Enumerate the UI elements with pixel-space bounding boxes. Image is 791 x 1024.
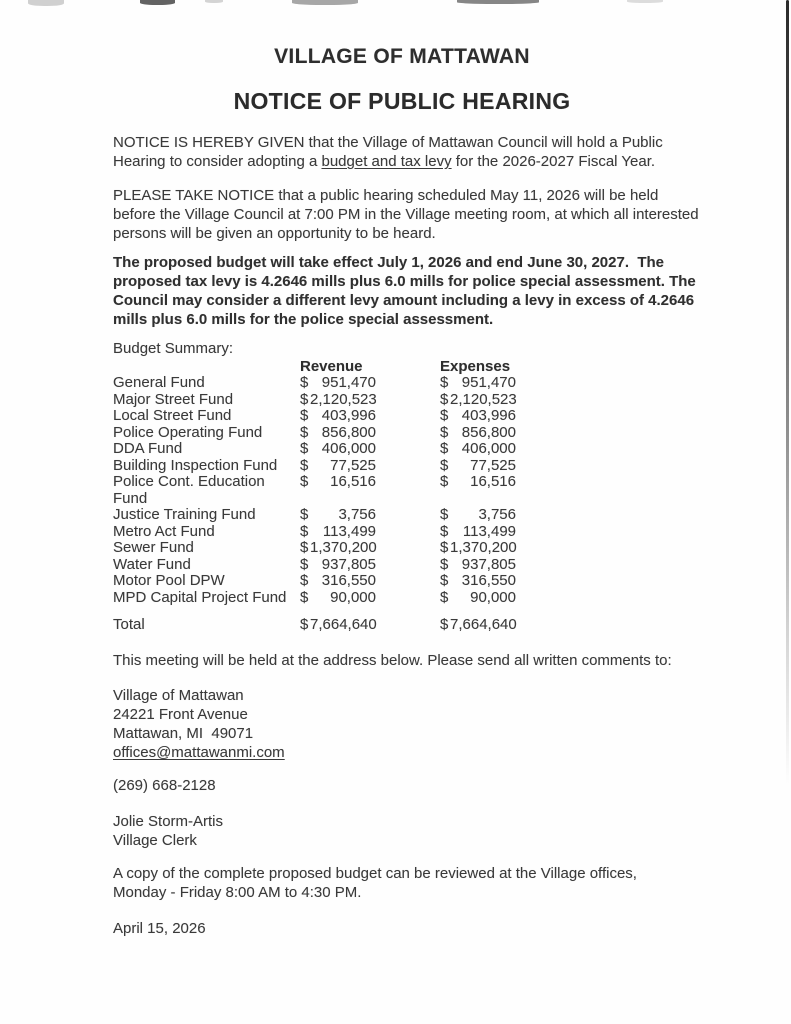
dollar-sign: $ — [440, 440, 449, 457]
budget-review-note — [113, 864, 691, 902]
fund-name: Police Cont. Education Fund — [113, 473, 265, 507]
budget-row — [113, 375, 691, 392]
revenue-amount: 951,470 — [321, 374, 376, 391]
fund-name: DDA Fund — [113, 440, 183, 457]
revenue-amount: 90,000 — [330, 588, 376, 606]
fund-name: Sewer Fund — [113, 539, 194, 556]
revenue-amount: 316,550 — [321, 572, 376, 589]
dollar-sign: $ — [440, 539, 449, 556]
email-address: offices@mattawanmi.com — [113, 744, 285, 761]
paragraph-take-notice — [113, 186, 699, 243]
fund-name: General Fund — [113, 374, 205, 391]
budget-table-header — [113, 358, 691, 375]
dollar-sign: $ — [300, 506, 309, 523]
signature-block — [113, 812, 691, 850]
expenses-amount: 1,370,200 — [450, 539, 517, 556]
dollar-sign: $ — [300, 588, 309, 606]
column-gap — [376, 425, 440, 442]
dollar-sign: $ — [440, 522, 449, 540]
document-subtitle: NOTICE OF PUBLIC HEARING — [233, 88, 571, 114]
expenses-amount: 316,550 — [461, 572, 516, 589]
clerk-name: Jolie Storm-Artis — [113, 813, 224, 830]
expenses-amount: 937,805 — [461, 555, 516, 573]
dollar-sign: $ — [300, 572, 309, 589]
dollar-sign: $ — [440, 588, 449, 606]
text-line: persons will be given an opportunity to be heard. — [113, 225, 436, 242]
budget-row — [113, 474, 691, 507]
revenue-amount: 2,120,523 — [310, 390, 377, 408]
revenue-amount: 406,000 — [321, 440, 376, 457]
expenses-amount: 951,470 — [461, 374, 516, 391]
budget-row — [113, 425, 691, 442]
column-gap — [376, 474, 440, 507]
dollar-sign: $ — [300, 374, 309, 391]
fund-name: Metro Act Fund — [113, 522, 215, 540]
text-segment: Hearing to consider adopting a — [113, 153, 322, 170]
column-header-revenue: Revenue — [300, 358, 363, 375]
column-gap — [376, 557, 440, 574]
expenses-amount: 403,996 — [461, 407, 516, 424]
total-expenses-amount: 7,664,640 — [450, 616, 517, 633]
text-line: mills plus 6.0 mills for the police special assessment. — [113, 311, 494, 328]
dollar-sign: $ — [300, 456, 309, 474]
budget-row — [113, 573, 691, 590]
fund-name: Water Fund — [113, 555, 191, 573]
paragraph-notice-given — [113, 133, 691, 171]
total-revenue-amount: 7,664,640 — [310, 616, 377, 633]
column-gap — [376, 540, 440, 557]
total-label: Total — [113, 616, 145, 633]
dollar-sign: $ — [440, 456, 449, 474]
fund-name: Local Street Fund — [113, 407, 232, 424]
column-header-expenses: Expenses — [440, 358, 511, 375]
expenses-amount: 77,525 — [470, 456, 516, 474]
dollar-sign: $ — [440, 374, 449, 391]
meeting-location-note: This meeting will be held at the address below. Please send all written comments to: — [113, 652, 672, 669]
revenue-amount: 3,756 — [338, 506, 376, 523]
fund-name: MPD Capital Project Fund — [113, 588, 287, 606]
budget-row — [113, 458, 691, 475]
dollar-sign: $ — [300, 440, 309, 457]
expenses-amount: 16,516 — [470, 473, 516, 490]
dollar-sign: $ — [440, 407, 449, 424]
text-line: Monday - Friday 8:00 AM to 4:30 PM. — [113, 884, 362, 901]
text-line: Council may consider a different levy amount including a levy in excess of 4.2646 — [113, 292, 695, 309]
dollar-sign: $ — [300, 539, 309, 556]
expenses-amount: 90,000 — [470, 588, 516, 606]
revenue-amount: 16,516 — [330, 473, 376, 490]
revenue-amount: 856,800 — [321, 423, 376, 441]
budget-row — [113, 408, 691, 425]
expenses-amount: 856,800 — [461, 423, 516, 441]
budget-row — [113, 557, 691, 574]
phone-number: (269) 668-2128 — [113, 777, 216, 794]
dollar-sign: $ — [440, 616, 449, 633]
column-gap — [376, 616, 440, 633]
text-line: proposed tax levy is 4.2646 mills plus 6.0 mills for police special assessment. The — [113, 273, 696, 290]
expenses-amount: 113,499 — [462, 522, 516, 540]
budget-table — [113, 358, 691, 633]
address-city: Mattawan, MI 49071 — [113, 725, 254, 742]
text-line: The proposed budget will take effect July 1, 2026 and end June 30, 2027. The — [113, 254, 665, 271]
revenue-amount: 1,370,200 — [310, 539, 377, 556]
column-gap — [376, 392, 440, 409]
expenses-amount: 3,756 — [478, 506, 516, 523]
column-gap — [376, 375, 440, 392]
dollar-sign: $ — [440, 506, 449, 523]
budget-row — [113, 524, 691, 541]
column-gap — [376, 408, 440, 425]
text-line — [113, 152, 691, 171]
scan-edge-line — [786, 0, 789, 785]
column-gap — [376, 524, 440, 541]
column-spacer — [113, 358, 300, 375]
notice-date: April 15, 2026 — [113, 920, 206, 937]
text-line: A copy of the complete proposed budget can be reviewed at the Village offices, — [113, 865, 637, 882]
fund-name: Building Inspection Fund — [113, 456, 278, 474]
clerk-title: Village Clerk — [113, 832, 197, 849]
address-name: Village of Mattawan — [113, 687, 244, 704]
fund-name: Major Street Fund — [113, 390, 234, 408]
column-gap — [376, 507, 440, 524]
dollar-sign: $ — [300, 423, 309, 441]
expenses-amount: 406,000 — [461, 440, 516, 457]
underlined-phrase: budget and tax levy — [321, 153, 452, 170]
text-line: NOTICE IS HEREBY GIVEN that the Village of Mattawan Council will hold a Public — [113, 134, 663, 151]
fund-name: Justice Training Fund — [113, 506, 256, 523]
budget-row — [113, 540, 691, 557]
paragraph-budget-effect — [113, 253, 696, 329]
revenue-amount: 937,805 — [321, 555, 376, 573]
dollar-sign: $ — [300, 407, 309, 424]
column-gap — [376, 441, 440, 458]
dollar-sign: $ — [440, 572, 449, 589]
dollar-sign: $ — [440, 390, 449, 408]
revenue-amount: 77,525 — [330, 456, 376, 474]
budget-row — [113, 590, 691, 607]
text-segment: for the 2026-2027 Fiscal Year. — [451, 153, 656, 170]
column-gap — [376, 458, 440, 475]
dollar-sign: $ — [300, 473, 309, 490]
dollar-sign: $ — [440, 473, 449, 490]
revenue-amount: 403,996 — [321, 407, 376, 424]
dollar-sign: $ — [300, 555, 309, 573]
dollar-sign: $ — [300, 390, 309, 408]
revenue-amount: 113,499 — [322, 522, 376, 540]
address-street: 24221 Front Avenue — [113, 706, 248, 723]
column-gap — [376, 590, 440, 607]
budget-row — [113, 441, 691, 458]
address-block — [113, 686, 691, 762]
fund-name: Police Operating Fund — [113, 423, 263, 441]
budget-total-row — [113, 616, 691, 633]
expenses-amount: 2,120,523 — [450, 390, 517, 408]
document-title: VILLAGE OF MATTAWAN — [274, 45, 530, 68]
budget-row — [113, 392, 691, 409]
text-line: PLEASE TAKE NOTICE that a public hearing scheduled May 11, 2026 will be held — [113, 187, 659, 204]
text-line: before the Village Council at 7:00 PM in the Village meeting room, at which all interested — [113, 206, 699, 223]
budget-summary-label: Budget Summary: — [113, 340, 234, 357]
dollar-sign: $ — [440, 555, 449, 573]
budget-row — [113, 507, 691, 524]
dollar-sign: $ — [300, 522, 309, 540]
column-gap — [376, 573, 440, 590]
fund-name: Motor Pool DPW — [113, 572, 225, 589]
dollar-sign: $ — [440, 423, 449, 441]
dollar-sign: $ — [300, 616, 309, 633]
